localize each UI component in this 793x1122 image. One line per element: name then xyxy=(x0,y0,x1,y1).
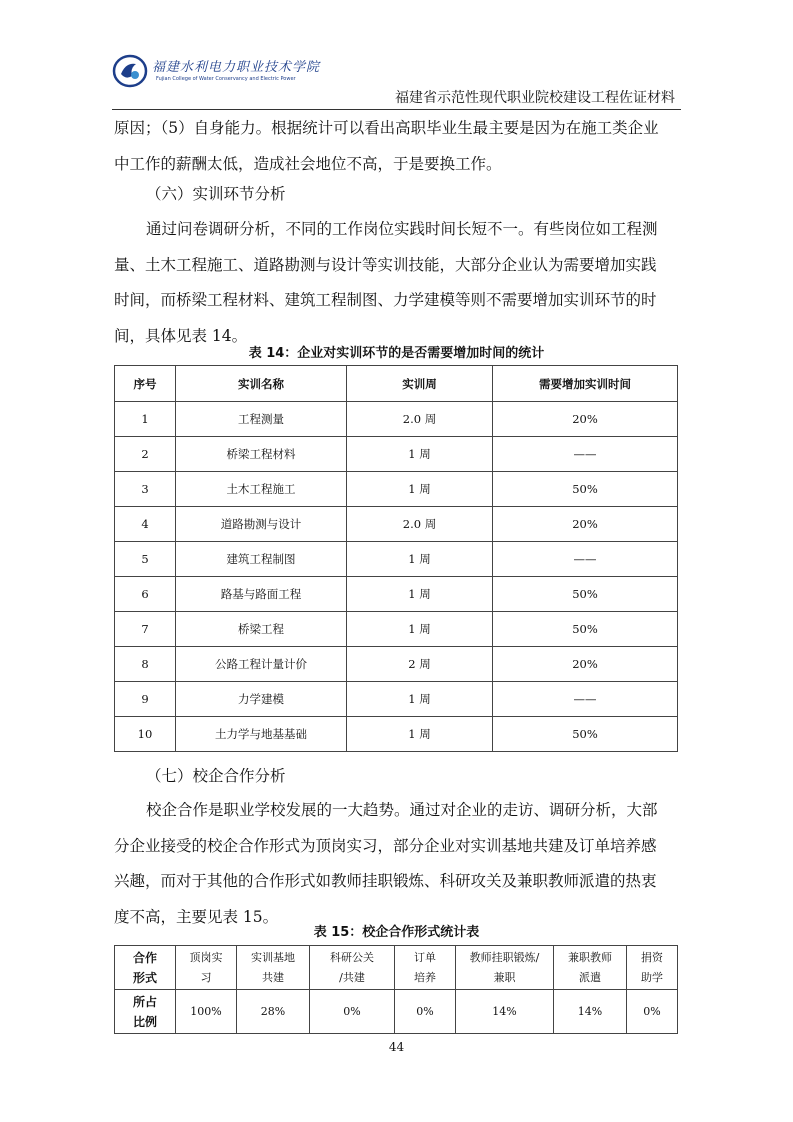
header-title: 福建省示范性现代职业院校建设工程佐证材料 xyxy=(395,90,675,106)
table-cell: 土力学与地基基础 xyxy=(176,717,347,752)
table-cell: 科研公关 /共建 xyxy=(310,946,395,990)
table-cell: —— xyxy=(493,542,678,577)
table-row xyxy=(115,717,678,752)
table-cell: 14% xyxy=(554,990,627,1034)
table-header-row xyxy=(115,366,678,402)
table-cell: 10 xyxy=(115,717,176,752)
table-cell: 2.0 周 xyxy=(347,507,493,542)
text-line: 校企合作是职业学校发展的一大趋势。通过对企业的走访、调研分析，大部 xyxy=(146,801,658,819)
column-header: 实训名称 xyxy=(176,366,347,402)
paragraph-continued xyxy=(114,111,680,182)
table-cell: 6 xyxy=(115,577,176,612)
table-row xyxy=(115,682,678,717)
table-cell: 兼职教师 派遣 xyxy=(554,946,627,990)
table-cell: 100% xyxy=(176,990,237,1034)
table-cell: 50% xyxy=(493,472,678,507)
text-line: 间，具体见表 14。 xyxy=(114,326,248,345)
table-15 xyxy=(114,945,678,1034)
table-cell: 0% xyxy=(310,990,395,1034)
table-cell: 2 xyxy=(115,437,176,472)
table-cell: 路基与路面工程 xyxy=(176,577,347,612)
table-cell: 50% xyxy=(493,717,678,752)
row-header: 所占 比例 xyxy=(115,990,176,1034)
table-cell: 教师挂职锻炼/ 兼职 xyxy=(456,946,554,990)
table-cell: —— xyxy=(493,437,678,472)
text-line: 时间，而桥梁工程材料、建筑工程制图、力学建模等则不需要增加实训环节的时 xyxy=(114,291,657,309)
table-row xyxy=(115,612,678,647)
table-cell: 工程测量 xyxy=(176,402,347,437)
table-cell: 公路工程计量计价 xyxy=(176,647,347,682)
table-row xyxy=(115,647,678,682)
text-line: 原因；（5）自身能力。根据统计可以看出高职毕业生最主要是因为在施工类企业 xyxy=(114,119,659,137)
logo-english-name: Fujian College of Water Conservancy and Electric Power xyxy=(156,76,296,82)
table-cell: 14% xyxy=(456,990,554,1034)
table-cell: 0% xyxy=(395,990,456,1034)
table-cell: —— xyxy=(493,682,678,717)
text-line: 通过问卷调研分析，不同的工作岗位实践时间长短不一。有些岗位如工程测 xyxy=(146,220,658,238)
table-cell: 1 周 xyxy=(347,577,493,612)
college-logo xyxy=(112,54,321,94)
table-cell: 桥梁工程 xyxy=(176,612,347,647)
table-row xyxy=(115,577,678,612)
table-cell: 桥梁工程材料 xyxy=(176,437,347,472)
row-header: 合作 形式 xyxy=(115,946,176,990)
table-cell: 订单 培养 xyxy=(395,946,456,990)
section-heading-7: （七）校企合作分析 xyxy=(146,767,286,785)
table-cell: 顶岗实 习 xyxy=(176,946,237,990)
table-cell: 7 xyxy=(115,612,176,647)
section-heading-6: （六）实训环节分析 xyxy=(146,185,286,203)
table-cell: 20% xyxy=(493,402,678,437)
text-line: 兴趣，而对于其他的合作形式如教师挂职锻炼、科研攻关及兼职教师派遣的热衷 xyxy=(114,872,657,890)
header-divider xyxy=(112,109,681,110)
logo-chinese-name: 福建水利电力职业技术学院 xyxy=(152,60,321,75)
table-cell: 道路勘测与设计 xyxy=(176,507,347,542)
table-cell: 土木工程施工 xyxy=(176,472,347,507)
table-row-ratios xyxy=(115,990,678,1034)
table-cell: 50% xyxy=(493,577,678,612)
text-line: 中工作的薪酬太低，造成社会地位不高，于是要换工作。 xyxy=(114,154,502,173)
text-line: 分企业接受的校企合作形式为顶岗实习，部分企业对实训基地共建及订单培养感 xyxy=(114,836,657,855)
table-cell: 2.0 周 xyxy=(347,402,493,437)
table-cell: 4 xyxy=(115,507,176,542)
table-cell: 实训基地 共建 xyxy=(237,946,310,990)
table-cell: 2 周 xyxy=(347,647,493,682)
table-14 xyxy=(114,365,678,752)
table-row xyxy=(115,402,678,437)
table-row xyxy=(115,472,678,507)
table-cell: 20% xyxy=(493,647,678,682)
table-row-forms xyxy=(115,946,678,990)
table-14-caption: 表 14：企业对实训环节的是否需要增加时间的统计 xyxy=(248,346,545,361)
table-cell: 5 xyxy=(115,542,176,577)
table-cell: 捐资 助学 xyxy=(627,946,678,990)
paragraph-section-6 xyxy=(114,212,680,354)
table-cell: 1 周 xyxy=(347,717,493,752)
table-cell: 0% xyxy=(627,990,678,1034)
table-cell: 1 周 xyxy=(347,542,493,577)
table-row xyxy=(115,542,678,577)
table-cell: 8 xyxy=(115,647,176,682)
table-cell: 28% xyxy=(237,990,310,1034)
table-cell: 1 周 xyxy=(347,612,493,647)
text-line: 量、土木工程施工、道路勘测与设计等实训技能，大部分企业认为需要增加实践 xyxy=(114,255,657,274)
text-line: 度不高，主要见表 15。 xyxy=(114,907,279,926)
column-header: 实训周 xyxy=(347,366,493,402)
column-header: 需要增加实训时间 xyxy=(493,366,678,402)
table-cell: 20% xyxy=(493,507,678,542)
table-row xyxy=(115,507,678,542)
table-15-caption: 表 15：校企合作形式统计表 xyxy=(313,925,480,940)
paragraph-section-7 xyxy=(114,793,680,935)
table-row xyxy=(115,437,678,472)
table-cell: 9 xyxy=(115,682,176,717)
table-cell: 建筑工程制图 xyxy=(176,542,347,577)
table-cell: 50% xyxy=(493,612,678,647)
table-cell: 3 xyxy=(115,472,176,507)
table-cell: 1 周 xyxy=(347,437,493,472)
column-header: 序号 xyxy=(115,366,176,402)
table-cell: 1 周 xyxy=(347,682,493,717)
logo-emblem-icon xyxy=(112,54,148,88)
table-cell: 1 xyxy=(115,402,176,437)
page-number: 44 xyxy=(388,1040,405,1054)
table-cell: 1 周 xyxy=(347,472,493,507)
table-cell: 力学建模 xyxy=(176,682,347,717)
